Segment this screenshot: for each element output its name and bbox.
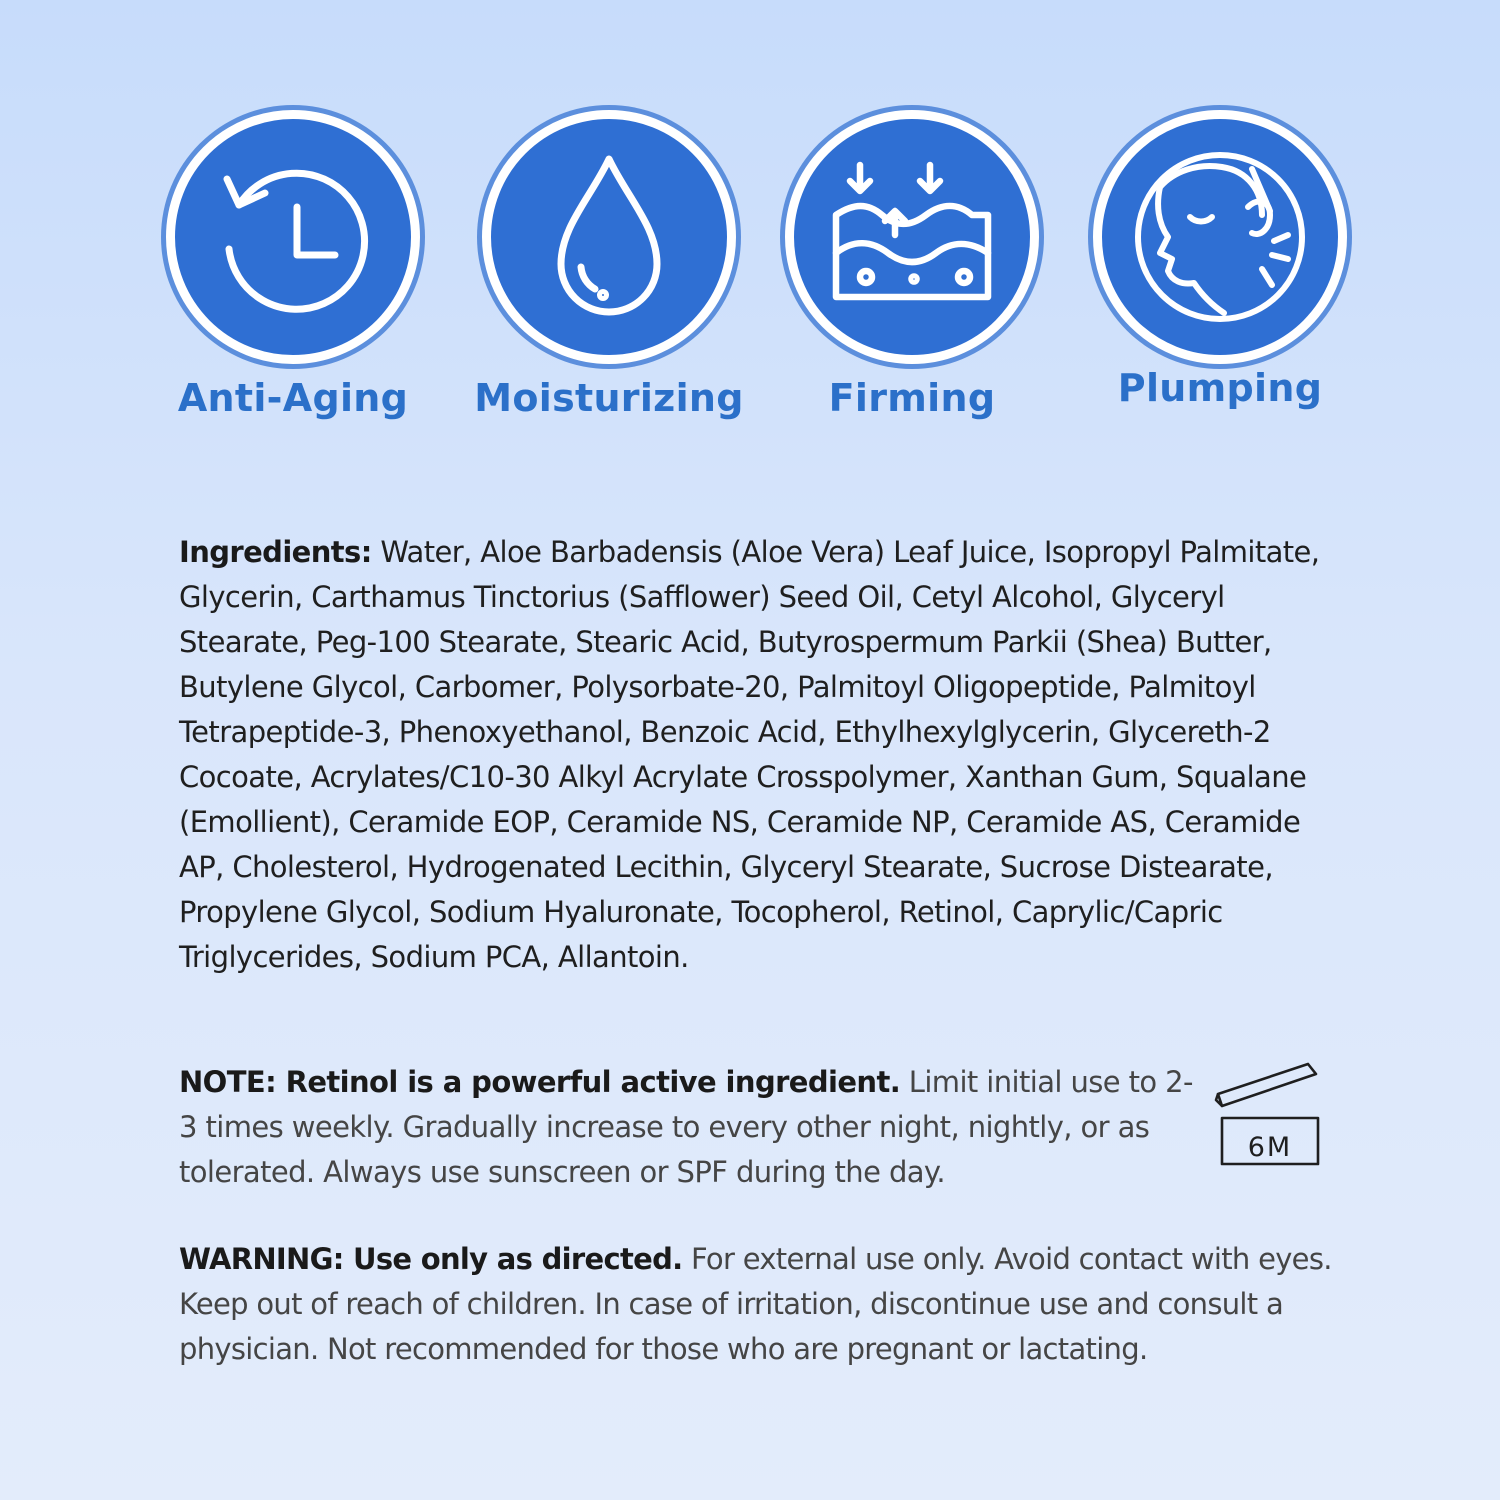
note-paragraph	[179, 1060, 1199, 1195]
open-jar-icon	[1208, 1058, 1328, 1178]
anti-aging-badge	[166, 110, 420, 364]
plumping-badge	[1093, 110, 1347, 364]
benefit-label: Firming	[828, 376, 996, 420]
ingredients-text: Water, Aloe Barbadensis (Aloe Vera) Leaf Juice, Isopropyl Palmitate, Glycerin, Carthamus Tinctorius (Safflower) Seed Oil, Cetyl Alcohol, Glyceryl Stearate, Peg-100 Stearate, Stearic Acid, Butyrospermum Parkii (Shea) Butter, Butylene Glycol, Carbomer, Polysorbate-20, Palmitoyl Oligopeptide, Palmitoyl Tetrapeptide-3, Phenoxyethanol, Benzoic Acid, Ethylhexylglycerin, Glycereth-2 Cocoate, Acrylates/C10-30 Alkyl Acrylate Crosspolymer, Xanthan Gum, Squalane (Emollient), Ceramide EOP, Ceramide NS, Ceramide NP, Ceramide AS, Ceramide AP, Cholesterol, Hydrogenated Lecithin, Glyceryl Stearate, Sucrose Distearate, Propylene Glycol, Sodium Hyaluronate, Tocopherol, Retinol, Caprylic/Capric Triglycerides, Sodium PCA, Allantoin.	[179, 535, 1320, 974]
benefit-label: Moisturizing	[474, 376, 744, 420]
note-heading: NOTE: Retinol is a powerful active ingredient.	[179, 1065, 901, 1099]
benefit-plumping	[1070, 100, 1370, 440]
warning-heading: WARNING: Use only as directed.	[179, 1242, 683, 1276]
note-text: Limit initial use to 2-3 times weekly. Gradually increase to every other night, nightly, or as tolerated. Always use sunscreen or SPF during the day.	[179, 1065, 1193, 1189]
benefit-label: Anti-Aging	[177, 376, 409, 420]
benefit-label: Plumping	[1117, 366, 1323, 410]
clock-history-icon	[175, 119, 411, 355]
skin-layers-icon	[794, 119, 1030, 355]
water-drop-icon	[491, 119, 727, 355]
moisturizing-badge	[482, 110, 736, 364]
warning-paragraph	[179, 1237, 1389, 1372]
firming-badge	[785, 110, 1039, 364]
pao-label: 6M	[1247, 1132, 1293, 1163]
warning-text: For external use only. Avoid contact with eyes. Keep out of reach of children. In case of irritation, discontinue use and consult a physician. Not recommended for those who are pregnant or lactating.	[179, 1242, 1332, 1366]
ingredients-paragraph	[179, 530, 1329, 980]
benefit-firming	[762, 100, 1062, 440]
benefit-moisturizing	[459, 100, 759, 440]
ingredients-heading: Ingredients:	[179, 535, 372, 569]
benefit-anti-aging	[143, 100, 443, 440]
face-profile-icon	[1102, 119, 1338, 355]
